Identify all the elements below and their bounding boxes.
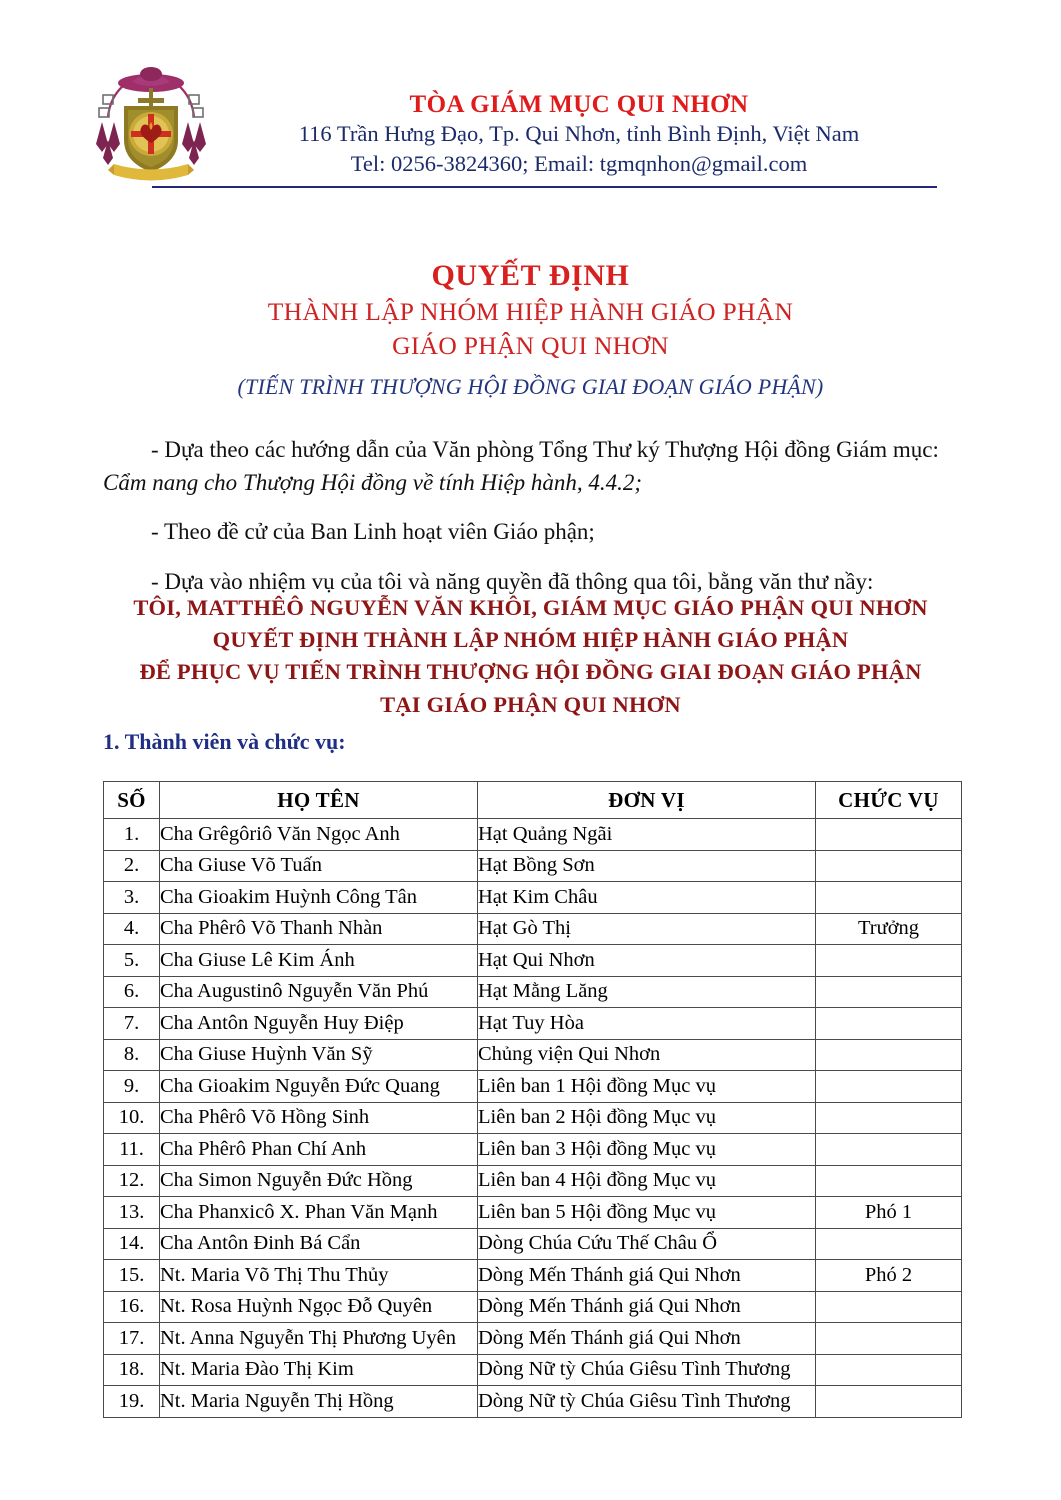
member-name: Cha Simon Nguyễn Đức Hồng <box>160 1165 478 1197</box>
table-row <box>104 1323 962 1355</box>
declaration-line-3: ĐỂ PHỤC VỤ TIẾN TRÌNH THƯỢNG HỘI ĐỒNG GIAI ĐOẠN GIÁO PHẬN <box>139 659 922 685</box>
member-name: Cha Phêrô Võ Thanh Nhàn <box>160 913 478 945</box>
preamble-paragraph-1-lead: - Dựa theo các hướng dẫn của Văn phòng Tổng Thư ký Thượng Hội đồng Giám mục: <box>151 437 939 462</box>
member-unit: Hạt Bồng Sơn <box>478 850 816 882</box>
member-number: 12. <box>104 1165 160 1197</box>
member-unit: Liên ban 4 Hội đồng Mục vụ <box>478 1165 816 1197</box>
section-heading-members: 1. Thành viên và chức vụ: <box>103 729 346 754</box>
preamble-paragraphs <box>103 434 968 616</box>
column-header-name: HỌ TÊN <box>160 782 478 819</box>
preamble-paragraph-3: - Dựa vào nhiệm vụ của tôi và năng quyền đã thông qua tôi, bằng văn thư nầy: <box>151 568 874 594</box>
member-number: 10. <box>104 1102 160 1134</box>
table-row <box>104 882 962 914</box>
member-name: Cha Phanxicô X. Phan Văn Mạnh <box>160 1197 478 1229</box>
member-unit: Dòng Chúa Cứu Thế Châu Ổ <box>478 1228 816 1260</box>
member-number: 7. <box>104 1008 160 1040</box>
member-name: Nt. Rosa Huỳnh Ngọc Đỗ Quyên <box>160 1291 478 1323</box>
member-role: Phó 2 <box>816 1260 962 1292</box>
organization-contact: Tel: 0256-3824360; Email: tgmqnhon@gmail.com <box>350 150 808 176</box>
member-name: Cha Phêrô Phan Chí Anh <box>160 1134 478 1166</box>
column-header-unit: ĐƠN VỊ <box>478 782 816 819</box>
member-role: Phó 1 <box>816 1197 962 1229</box>
table-row <box>104 1008 962 1040</box>
letterhead-text <box>214 91 944 179</box>
member-number: 16. <box>104 1291 160 1323</box>
organization-name: TÒA GIÁM MỤC QUI NHƠN <box>409 91 749 118</box>
member-number: 2. <box>104 850 160 882</box>
member-unit: Liên ban 3 Hội đồng Mục vụ <box>478 1134 816 1166</box>
member-name: Cha Antôn Nguyễn Huy Điệp <box>160 1008 478 1040</box>
letterhead <box>0 58 1061 188</box>
member-role <box>816 1039 962 1071</box>
declaration-block <box>0 592 1061 721</box>
member-number: 11. <box>104 1134 160 1166</box>
member-unit: Hạt Qui Nhơn <box>478 945 816 977</box>
preamble-paragraph-1 <box>103 434 968 499</box>
preamble-paragraph-2: - Theo đề cử của Ban Linh hoạt viên Giáo phận; <box>151 519 595 545</box>
member-role <box>816 819 962 851</box>
declaration-line-2: QUYẾT ĐỊNH THÀNH LẬP NHÓM HIỆP HÀNH GIÁO PHẬN <box>212 627 849 653</box>
members-table <box>103 781 962 1418</box>
member-number: 1. <box>104 819 160 851</box>
member-role: Trưởng <box>816 913 962 945</box>
member-role <box>816 1165 962 1197</box>
member-unit: Dòng Mến Thánh giá Qui Nhơn <box>478 1291 816 1323</box>
member-number: 3. <box>104 882 160 914</box>
member-number: 9. <box>104 1071 160 1103</box>
organization-address: 116 Trần Hưng Đạo, Tp. Qui Nhơn, tỉnh Bình Định, Việt Nam <box>298 121 860 146</box>
page-title: QUYẾT ĐỊNH <box>431 259 630 292</box>
member-unit: Chủng viện Qui Nhơn <box>478 1039 816 1071</box>
title-parenthetical: (TIẾN TRÌNH THƯỢNG HỘI ĐỒNG GIAI ĐOẠN GIÁO PHẬN) <box>237 374 824 400</box>
table-row <box>104 945 962 977</box>
member-unit: Dòng Mến Thánh giá Qui Nhơn <box>478 1260 816 1292</box>
member-unit: Dòng Nữ tỳ Chúa Giêsu Tình Thương <box>478 1354 816 1386</box>
table-row <box>104 976 962 1008</box>
member-role <box>816 882 962 914</box>
member-role <box>816 976 962 1008</box>
members-table-head <box>104 782 962 819</box>
table-row <box>104 1228 962 1260</box>
member-role <box>816 1134 962 1166</box>
table-header-row <box>104 782 962 819</box>
member-unit: Liên ban 5 Hội đồng Mục vụ <box>478 1197 816 1229</box>
member-name: Cha Gioakim Nguyễn Đức Quang <box>160 1071 478 1103</box>
member-role <box>816 1071 962 1103</box>
member-number: 8. <box>104 1039 160 1071</box>
member-role <box>816 1228 962 1260</box>
table-row <box>104 1039 962 1071</box>
column-header-no: SỐ <box>104 782 160 819</box>
member-role <box>816 945 962 977</box>
member-name: Cha Gioakim Huỳnh Công Tân <box>160 882 478 914</box>
document-title-block <box>0 258 1061 403</box>
member-role <box>816 1102 962 1134</box>
member-role <box>816 1386 962 1418</box>
table-row <box>104 1260 962 1292</box>
member-name: Cha Giuse Võ Tuấn <box>160 850 478 882</box>
member-unit: Hạt Gò Thị <box>478 913 816 945</box>
preamble-paragraph-1-citation: Cẩm nang cho Thượng Hội đồng về tính Hiệp hành, 4.4.2; <box>103 469 643 495</box>
member-number: 15. <box>104 1260 160 1292</box>
member-number: 5. <box>104 945 160 977</box>
table-row <box>104 913 962 945</box>
member-name: Nt. Maria Nguyễn Thị Hồng <box>160 1386 478 1418</box>
member-unit: Hạt Tuy Hòa <box>478 1008 816 1040</box>
member-unit: Dòng Nữ tỳ Chúa Giêsu Tình Thương <box>478 1386 816 1418</box>
member-number: 14. <box>104 1228 160 1260</box>
member-number: 6. <box>104 976 160 1008</box>
member-number: 13. <box>104 1197 160 1229</box>
declaration-line-1: TÔI, MATTHÊÔ NGUYỄN VĂN KHÔI, GIÁM MỤC GIÁO PHẬN QUI NHƠN <box>133 595 928 620</box>
member-unit: Liên ban 1 Hội đồng Mục vụ <box>478 1071 816 1103</box>
member-name: Nt. Maria Đào Thị Kim <box>160 1354 478 1386</box>
member-name: Cha Giuse Lê Kim Ánh <box>160 945 478 977</box>
member-role <box>816 1323 962 1355</box>
bishop-coat-of-arms-icon <box>88 60 214 186</box>
member-name: Cha Giuse Huỳnh Văn Sỹ <box>160 1039 478 1071</box>
table-row <box>104 1386 962 1418</box>
member-number: 19. <box>104 1386 160 1418</box>
table-row <box>104 1071 962 1103</box>
member-name: Cha Grêgôriô Văn Ngọc Anh <box>160 819 478 851</box>
member-name: Cha Antôn Đinh Bá Cẩn <box>160 1228 478 1260</box>
member-number: 18. <box>104 1354 160 1386</box>
member-role <box>816 1291 962 1323</box>
title-subtitle-1: THÀNH LẬP NHÓM HIỆP HÀNH GIÁO PHẬN <box>267 296 794 326</box>
table-row <box>104 1197 962 1229</box>
table-row <box>104 819 962 851</box>
member-number: 4. <box>104 913 160 945</box>
declaration-line-4: TẠI GIÁO PHẬN QUI NHƠN <box>380 691 681 717</box>
member-number: 17. <box>104 1323 160 1355</box>
header-divider <box>152 186 937 188</box>
member-name: Cha Augustinô Nguyễn Văn Phú <box>160 976 478 1008</box>
members-table-body <box>104 819 962 1418</box>
member-name: Cha Phêrô Võ Hồng Sinh <box>160 1102 478 1134</box>
member-name: Nt. Anna Nguyễn Thị Phương Uyên <box>160 1323 478 1355</box>
member-role <box>816 850 962 882</box>
column-header-role: CHỨC VỤ <box>816 782 962 819</box>
table-row <box>104 1291 962 1323</box>
table-row <box>104 1134 962 1166</box>
member-unit: Hạt Quảng Ngãi <box>478 819 816 851</box>
member-name: Nt. Maria Võ Thị Thu Thủy <box>160 1260 478 1292</box>
table-row <box>104 1165 962 1197</box>
member-role <box>816 1354 962 1386</box>
member-unit: Hạt Kim Châu <box>478 882 816 914</box>
table-row <box>104 1102 962 1134</box>
member-unit: Hạt Mằng Lăng <box>478 976 816 1008</box>
member-unit: Dòng Mến Thánh giá Qui Nhơn <box>478 1323 816 1355</box>
table-row <box>104 850 962 882</box>
table-row <box>104 1354 962 1386</box>
member-role <box>816 1008 962 1040</box>
member-unit: Liên ban 2 Hội đồng Mục vụ <box>478 1102 816 1134</box>
title-subtitle-2: GIÁO PHẬN QUI NHƠN <box>392 330 669 360</box>
